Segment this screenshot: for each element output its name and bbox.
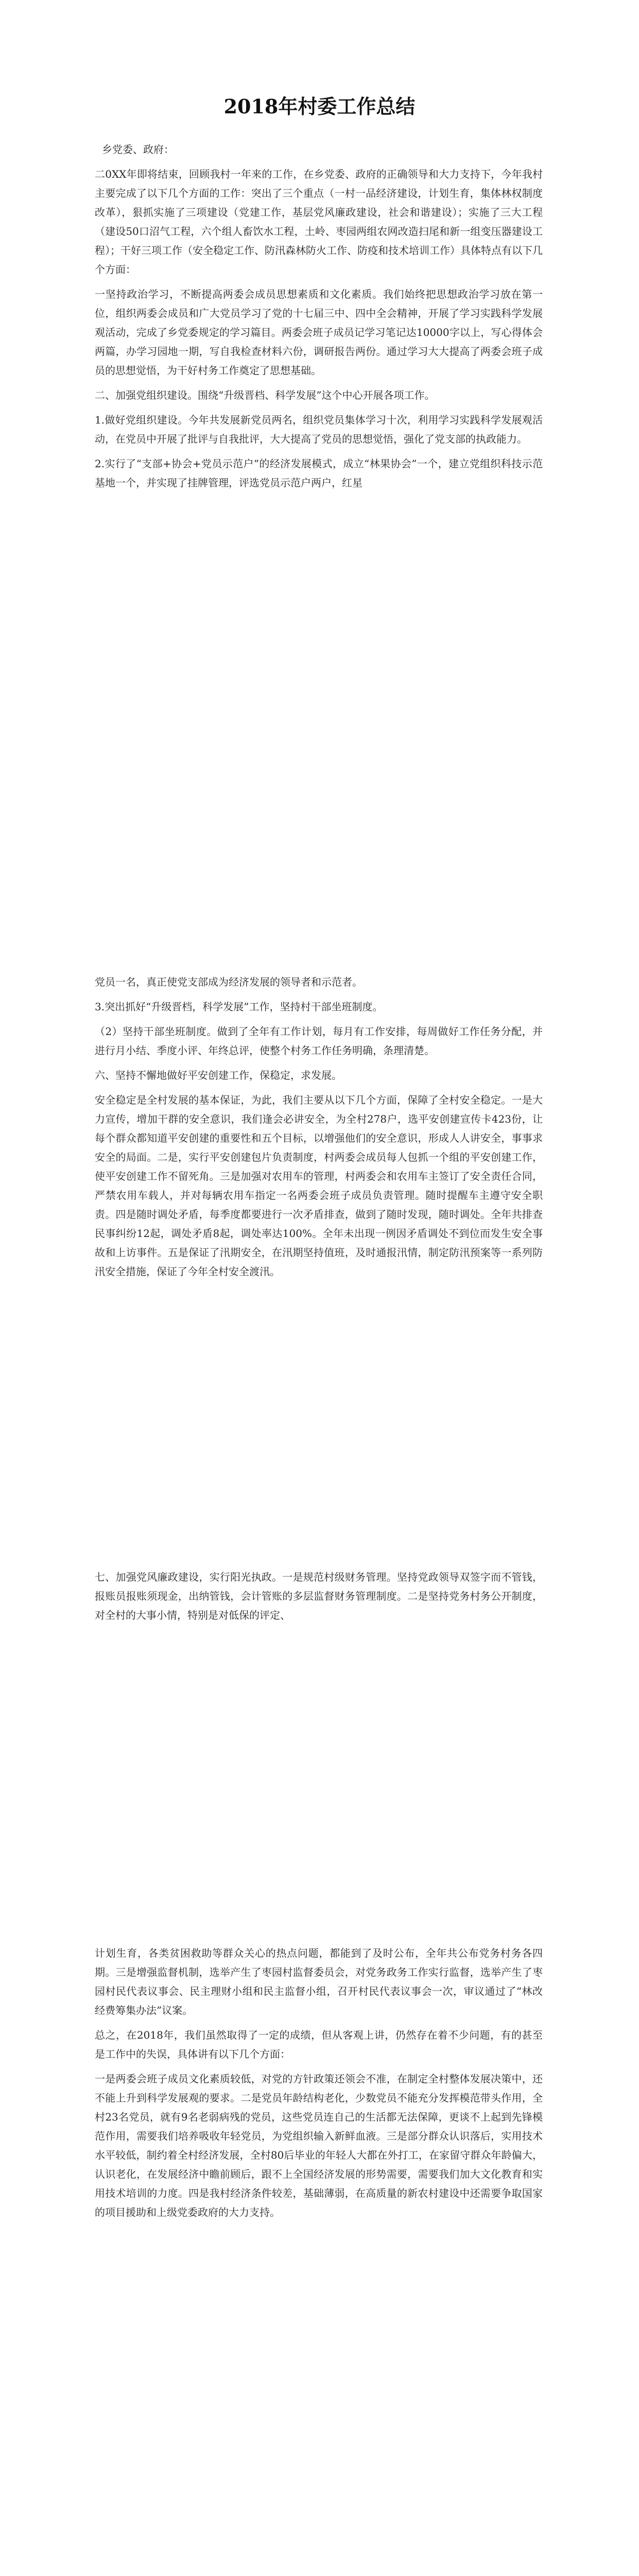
salutation: 乡党委、政府： xyxy=(102,143,174,156)
paragraph-integrity: 七、加强党风廉政建设，实行阳光执政。一是规范村级财务管理。坚持党政领导双签字而不管钱，报账员报账须现金，出纳管钱，会计管账的多层监督财务管理制度。二是坚持党务村务公开制度，对全村的大事小情，特别是对低保的评定、 xyxy=(95,1571,543,1621)
paragraph-party-org: 1.做好党组织建设。今年共发展新党员两名，组织党员集体学习十次，利用学习实践科学发展观活动，在党员中开展了批评与自我批评，大大提高了党员的思想觉悟，强化了党支部的执政能力。 xyxy=(95,414,543,445)
section-2 xyxy=(95,973,543,1287)
heading-party-building: 二、加强党组织建设。围绕“升级晋档、科学发展”这个中心开展各项工作。 xyxy=(95,389,435,401)
section-4 xyxy=(95,1944,543,2228)
paragraph-demonstrator: 党员一名，真正使党支部成为经济发展的领导者和示范者。 xyxy=(95,976,362,988)
heading-safety: 六、坚持不懈地做好平安创建工作，保稳定，求发展。 xyxy=(95,1069,342,1081)
paragraph-duty-system: （2）坚持干部坐班制度。做到了全年有工作计划，每月有工作安排，每周做好工作任务分配，并进行月小结、季度小评、年终总评，使整个村务工作任务明确，条理清楚。 xyxy=(95,1025,543,1057)
section-3 xyxy=(95,1568,543,1631)
paragraph-upgrade: 3.突出抓好“升级晋档，科学发展”工作，坚持村干部坐班制度。 xyxy=(95,1001,383,1013)
paragraph-disclosure: 计划生育，各类贫困救助等群众关心的热点问题，都能到了及时公布，全年共公布党务村务各四期。三是增强监督机制，选举产生了枣园村监督委员会，对党务政务工作实行监督，选举产生了枣园村民代表议事会、民主理财小组和民主监督小组，召开村民代表议事会一次，审议通过了“林改经费筹集办法”议案。 xyxy=(95,1947,543,2016)
paragraph-intro: 二0XX年即将结束，回顾我村一年来的工作，在乡党委、政府的正确领导和大力支持下，今年我村主要完成了以下几个方面的工作：突出了三个重点（一村一品经济建设，计划生育，集体林权制度改革），狠抓实施了三项建设（党建工作，基层党风廉政建设，社会和谐建设）；实施了三大工程（建设50口沼气工程，六个组人畜饮水工程，土岭、枣园两组农网改造扫尾和新一组变压器建设工程）；干好三项工作（安全稳定工作、防汛森林防火工作、防疫和技术培训工作）具体特点有以下几个方面： xyxy=(95,168,543,276)
paragraph-problems: 一是两委会班子成员文化素质较低，对党的方针政策还领会不准，在制定全村整体发展决策中，还不能上升到科学发展观的要求。二是党员年龄结构老化，少数党员不能充分发挥模范带头作用，全村23名党员，就有9名老弱病残的党员，这些党员连自己的生活都无法保障，更谈不上起到先锋模范作用，需要我们培养吸收年轻党员，为党组织输入新鲜血液。三是部分群众认识落后，实用技术水平较低，制约着全村经济发展，全村80后毕业的年轻人大都在外打工，在家留守群众年龄偏大，认识老化，在发展经济中瞻前顾后，跟不上全国经济发展的形势需要，需要我们加大文化教育和实用技术培训的力度。四是我村经济条件较差，基础薄弱，在高质量的新农村建设中还需要争取国家的项目援助和上级党委政府的大力支持。 xyxy=(95,2073,543,2218)
paragraph-safety: 安全稳定是全村发展的基本保证，为此，我们主要从以下几个方面，保障了全村安全稳定。一是大力宣传，增加干群的安全意识，我们逢会必讲安全，为全村278户，选平安创建宣传卡423份，让每个群众都知道平安创建的重要性和五个目标，以增强他们的安全意识，形成人人讲安全，事事求安全的局面。二是，实行平安创建包片负责制度，村两委会成员每人包抓一个组的平安创建工作，使平安创建工作不留死角。三是加强对农用车的管理，村两委会和农用车主签订了安全责任合同，严禁农用车载人，并对每辆农用车指定一名两委会班子成员负责管理。随时提醒车主遵守安全职责。四是随时调处矛盾，每季度都要进行一次矛盾排查，做到了随时发现，随时调处。全年共排查民事纠纷12起，调处矛盾8起，调处率达100%。全年未出现一例因矛盾调处不到位而发生安全事故和上访事件。五是保证了汛期安全，在汛期坚持值班，及时通报汛情，制定防汛预案等一系列防汛安全措施，保证了今年全村安全渡汛。 xyxy=(95,1094,543,1278)
section-1 xyxy=(95,140,543,498)
paragraph-summary: 总之，在2018年，我们虽然取得了一定的成绩，但从客观上讲，仍然存在着不少问题，有的甚至是工作中的失误，具体讲有以下几个方面： xyxy=(95,2029,543,2060)
document-title: 2018年村委工作总结 xyxy=(223,95,416,118)
paragraph-economic-model: 2.实行了“支部+协会+党员示范户”的经济发展模式，成立“林果协会”一个，建立党组织科技示范基地一个，并实现了挂牌管理，评选党员示范户两户，红星 xyxy=(95,457,543,489)
paragraph-study: 一坚持政治学习，不断提高两委会成员思想素质和文化素质。我们始终把思想政治学习放在第一位，组织两委会成员和广大党员学习了党的十七届三中、四中全会精神，开展了学习实践科学发展观活动，完成了乡党委规定的学习篇目。两委会班子成员记学习笔记达10000字以上，写心得体会两篇，办学习园地一期，写自我检查材料六份，调研报告两份。通过学习大大提高了两委会班子成员的思想觉悟，为干好村务工作奠定了思想基础。 xyxy=(95,288,543,377)
